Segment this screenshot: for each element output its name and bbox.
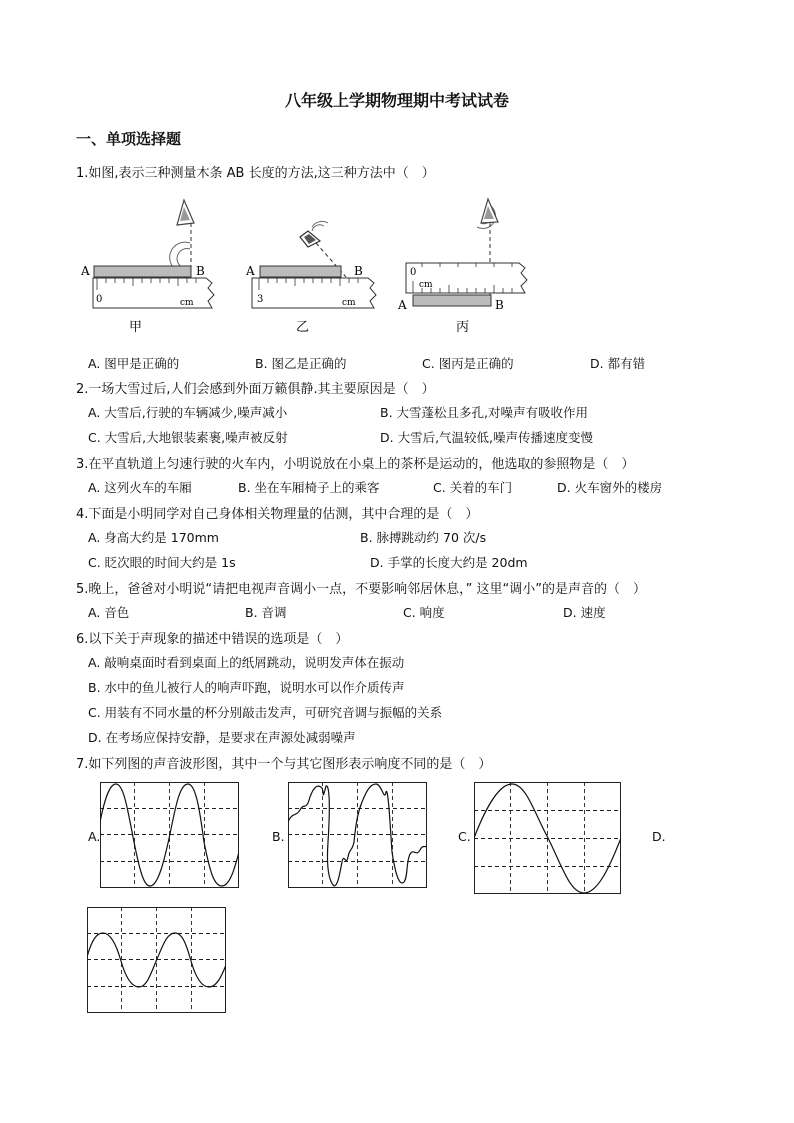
option-1d[interactable]: D. 都有错 <box>590 356 646 371</box>
ruler-bing <box>397 199 527 335</box>
option-1a[interactable]: A. 图甲是正确的 <box>88 356 180 371</box>
figure-label-bing: 丙 <box>456 320 470 335</box>
ruler-start: 0 <box>96 294 103 305</box>
label-a: A <box>246 264 255 278</box>
option-5a[interactable]: A. 音色 <box>88 605 130 620</box>
option-4b[interactable]: B. 脉搏跳动约 70 次/s <box>360 530 487 545</box>
label-b: B <box>354 264 363 278</box>
label-a: A <box>398 298 407 312</box>
label-a: A <box>81 264 90 278</box>
option-7a[interactable]: A. <box>88 829 101 844</box>
option-7d[interactable]: D. <box>652 829 666 844</box>
page-title: 八年级上学期物理期中考试试卷 <box>284 91 509 110</box>
figure-label-yi: 乙 <box>296 320 310 335</box>
option-5b[interactable]: B. 音调 <box>245 605 287 620</box>
question-7: 7.如下列图的声音波形图，其中一个与其它图形表示响度不同的是（ ） <box>76 757 492 772</box>
waveform-b <box>288 782 427 888</box>
option-5d[interactable]: D. 速度 <box>563 605 606 620</box>
option-4c[interactable]: C. 眨次眼的时间大约是 1s <box>88 555 236 570</box>
ruler-start: 3 <box>257 294 264 305</box>
option-3b[interactable]: B. 坐在车厢椅子上的乘客 <box>238 480 380 495</box>
label-b: B <box>196 264 205 278</box>
ruler-figure <box>76 195 546 340</box>
ruler-start: 0 <box>410 267 417 278</box>
question-5: 5.晚上，爸爸对小明说“请把电视声音调小一点，不要影响邻居休息，” 这里“调小”的是声音的（ ） <box>76 582 646 597</box>
option-3a[interactable]: A. 这列火车的车厢 <box>88 480 192 495</box>
option-6c[interactable]: C. 用装有不同水量的杯分别敲击发声，可研究音调与振幅的关系 <box>88 705 443 720</box>
option-6b[interactable]: B. 水中的鱼儿被行人的响声吓跑，说明水可以作介质传声 <box>88 680 405 695</box>
option-2c[interactable]: C. 大雪后,大地银装素裹,噪声被反射 <box>88 430 288 445</box>
option-2b[interactable]: B. 大雪蓬松且多孔,对噪声有吸收作用 <box>380 405 588 420</box>
option-1c[interactable]: C. 图丙是正确的 <box>422 356 514 371</box>
option-6d[interactable]: D. 在考场应保持安静，是要求在声源处减弱噪声 <box>88 730 356 745</box>
option-4d[interactable]: D. 手掌的长度大约是 20dm <box>370 555 528 570</box>
ruler-yi <box>245 221 376 335</box>
question-3: 3.在平直轨道上匀速行驶的火车内，小明说放在小桌上的茶杯是运动的，他选取的参照物是（ ） <box>76 457 635 472</box>
waveform-a <box>100 782 239 888</box>
option-1b[interactable]: B. 图乙是正确的 <box>255 356 347 371</box>
waveform-d <box>87 907 226 1013</box>
option-3c[interactable]: C. 关着的车门 <box>433 480 513 495</box>
option-2a[interactable]: A. 大雪后,行驶的车辆减少,噪声减小 <box>88 405 288 420</box>
option-6a[interactable]: A. 敲响桌面时看到桌面上的纸屑跳动，说明发声体在振动 <box>88 655 405 670</box>
option-7c[interactable]: C. <box>458 829 471 844</box>
ruler-unit: cm <box>419 280 433 290</box>
option-7b[interactable]: B. <box>272 829 285 844</box>
question-1: 1.如图,表示三种测量木条 AB 长度的方法,这三种方法中（ ） <box>76 166 435 181</box>
ruler-unit: cm <box>180 298 194 308</box>
option-4a[interactable]: A. 身高大约是 170mm <box>88 530 219 545</box>
question-2: 2.一场大雪过后,人们会感到外面万籁俱静.其主要原因是（ ） <box>76 382 435 397</box>
waveform-c <box>474 782 621 894</box>
ruler-jia <box>80 200 214 335</box>
question-4: 4.下面是小明同学对自己身体相关物理量的估测，其中合理的是（ ） <box>76 507 479 522</box>
question-6: 6.以下关于声现象的描述中错误的选项是（ ） <box>76 632 349 647</box>
section-title: 一、单项选择题 <box>76 130 182 148</box>
figure-label-jia: 甲 <box>129 320 143 335</box>
option-3d[interactable]: D. 火车窗外的楼房 <box>557 480 663 495</box>
option-2d[interactable]: D. 大雪后,气温较低,噪声传播速度变慢 <box>380 430 594 445</box>
label-b: B <box>495 298 504 312</box>
option-5c[interactable]: C. 响度 <box>403 605 445 620</box>
ruler-unit: cm <box>342 298 356 308</box>
